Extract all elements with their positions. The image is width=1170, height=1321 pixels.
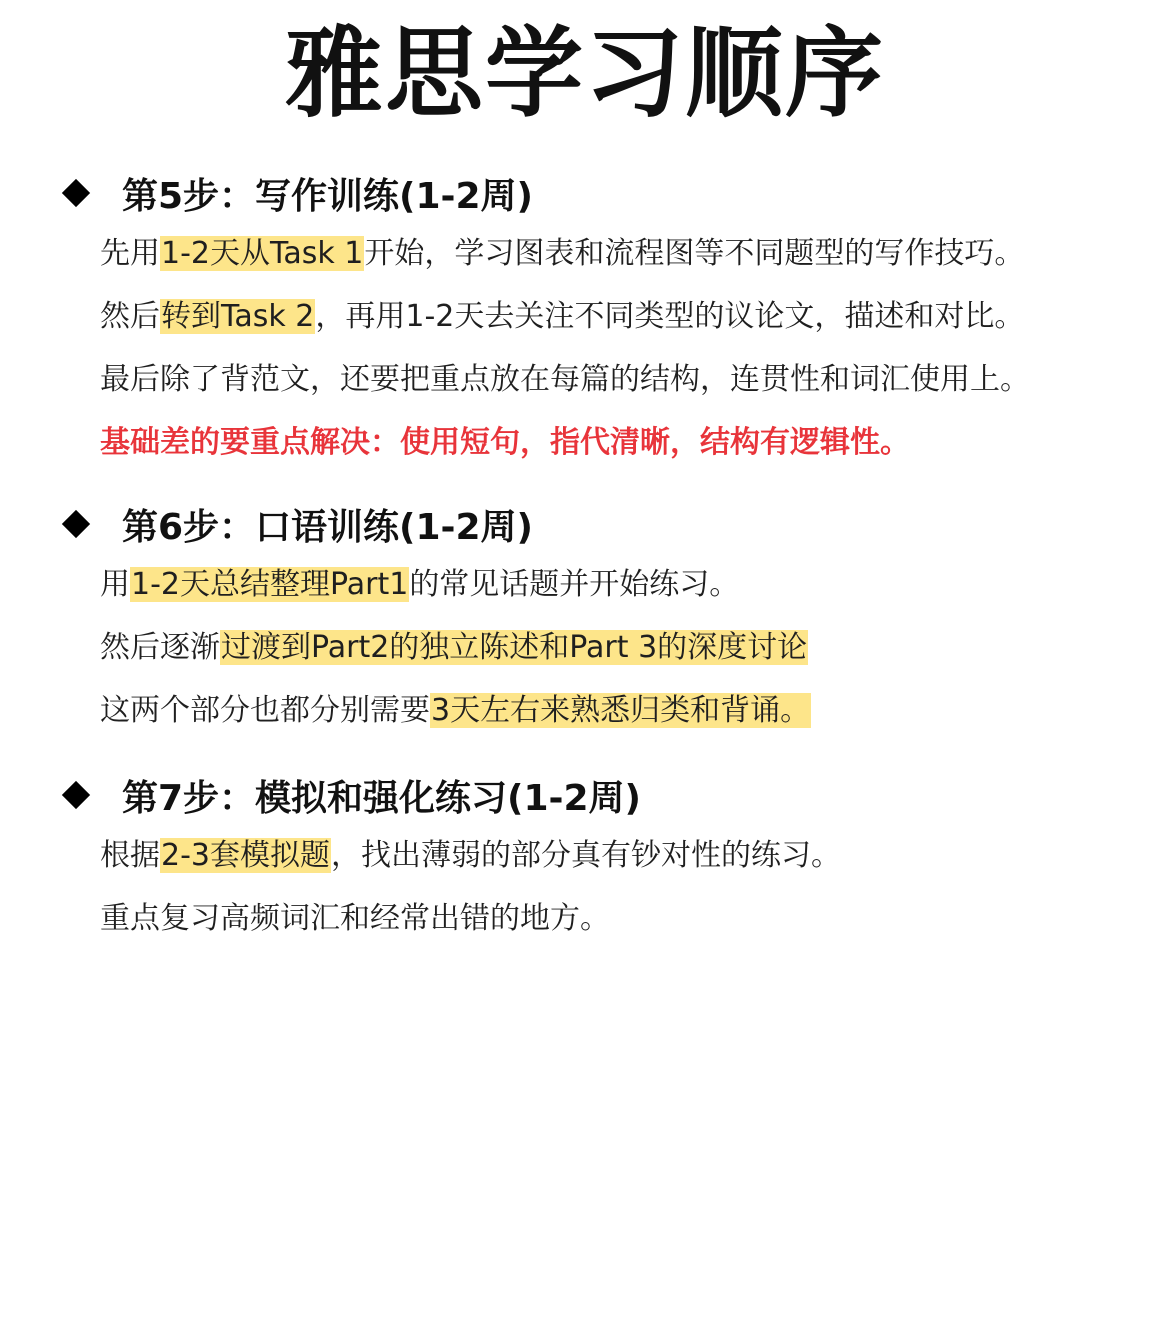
highlight: 转到Task 2 xyxy=(161,299,315,334)
step-6-line-1: 用1-2天总结整理Part1的常见话题并开始练习。 xyxy=(100,567,740,602)
page-title: 雅思学习顺序 xyxy=(284,17,885,131)
step-7-title: 第7步：模拟和强化练习(1-2周) xyxy=(122,777,641,819)
step-6-line-2: 然后逐渐过渡到Part2的独立陈述和Part 3的深度讨论 xyxy=(100,630,808,665)
step-6-line-3: 这两个部分也都分别需要3天左右来熟悉归类和背诵。 xyxy=(100,693,811,728)
step-5-title: 第5步：写作训练(1-2周) xyxy=(122,175,533,217)
step-6-heading xyxy=(60,499,533,549)
highlight: 3天左右来熟悉归类和背诵。 xyxy=(431,693,811,728)
step-5-line-1: 先用1-2天从Task 1开始，学习图表和流程图等不同题型的写作技巧。 xyxy=(100,236,1025,271)
step-7-heading xyxy=(60,770,641,820)
step-5-line-3: 最后除了背范文，还要把重点放在每篇的结构，连贯性和词汇使用上。 xyxy=(100,362,1030,397)
step-5-heading xyxy=(60,168,533,218)
step-7-line-1: 根据2-3套模拟题，找出薄弱的部分真有钞对性的练习。 xyxy=(100,838,841,873)
step-5-line-2: 然后转到Task 2，再用1-2天去关注不同类型的议论文，描述和对比。 xyxy=(100,299,1025,334)
highlight: 1-2天从Task 1 xyxy=(161,236,364,271)
highlight: 1-2天总结整理Part1 xyxy=(131,567,409,602)
diamond-bullet-icon xyxy=(62,781,90,809)
diamond-bullet-icon xyxy=(62,179,90,207)
step-5-tip: 基础差的要重点解决：使用短句，指代清晰，结构有逻辑性。 xyxy=(100,425,910,460)
diamond-bullet-icon xyxy=(62,510,90,538)
step-7-line-2: 重点复习高频词汇和经常出错的地方。 xyxy=(100,901,610,936)
highlight: 过渡到Part2的独立陈述和Part 3的深度讨论 xyxy=(221,630,808,665)
highlight: 2-3套模拟题 xyxy=(161,838,330,873)
step-6-title: 第6步：口语训练(1-2周) xyxy=(122,506,533,548)
